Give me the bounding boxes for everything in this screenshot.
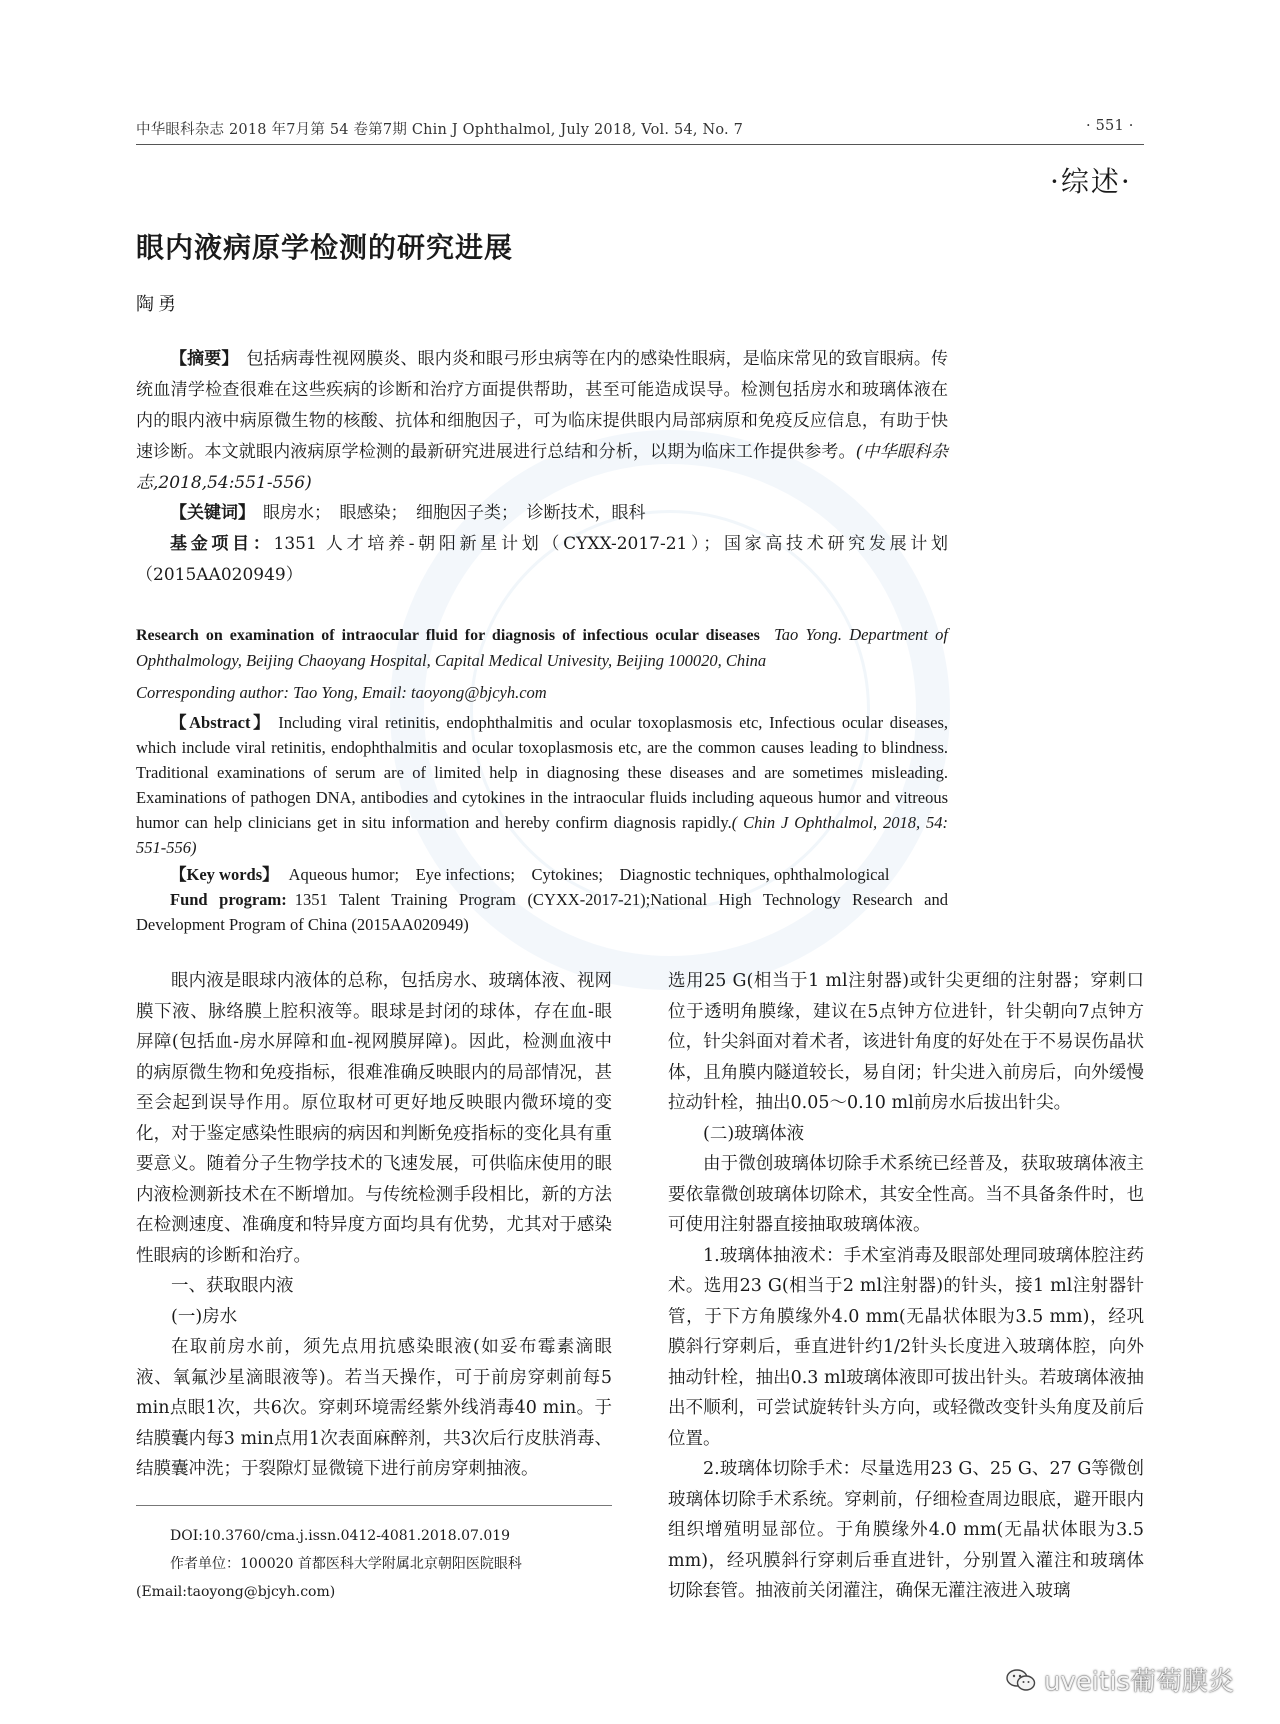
zh-keywords-label: 【关键词】 xyxy=(170,503,255,523)
footnote-email: (Email:taoyong@bjcyh.com) xyxy=(136,1584,336,1600)
wechat-watermark xyxy=(1006,1661,1234,1698)
zh-fund xyxy=(136,529,948,591)
left-heading-2: (一)房水 xyxy=(171,1306,238,1327)
zh-abstract-label: 【摘要】 xyxy=(170,349,239,369)
zh-abstract-text: 包括病毒性视网膜炎、眼内炎和眼弓形虫病等在内的感染性眼病，是临床常见的致盲眼病。传统血清学检查很难在这些疾病的诊断和治疗方面提供帮助，甚至可能造成误导。检测包括房水和玻璃体液在内的眼内液中病原微生物的核酸、抗体和细胞因子，可为临床提供眼内局部病原和免疫反应信息，有助于快速诊断。本文就眼内液病原学检测的最新研究进展进行总结和分析，以期为临床工作提供参考。 xyxy=(136,349,949,462)
en-abstract xyxy=(136,710,948,860)
zh-keywords xyxy=(136,498,948,529)
journal-header: 中华眼科杂志 2018 年7月第 54 卷第7期 Chin J Ophthalmol, July 2018, Vol. 54, No. 7 xyxy=(136,122,744,138)
footnote xyxy=(136,1522,612,1606)
en-fund-label: Fund program: xyxy=(170,890,287,909)
author: 陶勇 xyxy=(136,294,180,315)
zh-fund-label: 基金项目： xyxy=(170,534,274,554)
en-fund xyxy=(136,887,948,937)
right-paragraph-3: 1.玻璃体抽液术：手术室消毒及眼部处理同玻璃体腔注药术。选用23 G(相当于2 ml注射器)的针头，接1 ml注射器针管，于下方角膜缘外4.0 mm(无晶状体眼为3.5 mm)，经巩膜斜行穿刺后，垂直进针约1/2针头长度进入玻璃体腔，向外抽动针栓，抽出0.3 ml玻璃体液即可拔出针头。若玻璃体液抽出不顺利，可尝试旋转针头方向，或轻微改变针头角度及前后位置。 xyxy=(668,1245,1144,1449)
en-affiliation: Department of Ophthalmology, Beijing Chaoyang Hospital, Capital Medical Univesity, Beijing 100020, China xyxy=(136,625,949,670)
en-keywords-label: 【Key words】 xyxy=(170,865,279,884)
right-heading-1: (二)玻璃体液 xyxy=(703,1123,805,1144)
en-keywords xyxy=(136,862,948,887)
left-column xyxy=(136,966,612,1485)
left-paragraph-2: 在取前房水前，须先点用抗感染眼液(如妥布霉素滴眼液、氧氟沙星滴眼液等)。若当天操作，可于前房穿刺前每5 min点眼1次，共6次。穿刺环境需经紫外线消毒40 min。于结膜囊内每3 min点用1次表面麻醉剂，共3次后行皮肤消毒、结膜囊冲洗；于裂隙灯显微镜下进行前房穿刺抽液。 xyxy=(136,1337,612,1479)
zh-abstract xyxy=(136,344,948,499)
footnote-unit: 作者单位：100020 首都医科大学附属北京朝阳医院眼科 xyxy=(170,1556,522,1572)
en-author: Tao Yong. xyxy=(774,625,843,644)
en-abstract-text: Including viral retinitis, endophthalmitis and ocular toxoplasmosis etc, Infectious ocular diseases, which include viral retinitis, endophthalmitis and ocular toxoplasmosis etc, are the common causes leading to blindness. Traditional examinations of serum are of limited help in diagnosing these diseases and are sometimes misleading. Examinations of pathogen DNA, antibodies and cytokines in the intraocular fluids including aqueous humor and vitreous humor can help clinicians get in situ information and hereby confirm diagnosis rapidly. xyxy=(136,713,948,832)
right-column xyxy=(668,966,1144,1607)
section-label: ·综述· xyxy=(1050,165,1132,198)
en-abstract-label: 【Abstract】 xyxy=(170,713,273,732)
article-title: 眼内液病原学检测的研究进展 xyxy=(136,231,514,264)
header-rule xyxy=(136,144,1144,145)
left-paragraph-1: 眼内液是眼球内液体的总称，包括房水、玻璃体液、视网膜下液、脉络膜上腔积液等。眼球是封闭的球体，存在血-眼屏障(包括血-房水屏障和血-视网膜屏障)。因此，检测血液中的病原微生物和免疫指标，很难准确反映眼内的局部情况，甚至会起到误导作用。原位取材可更好地反映眼内微环境的变化，对于鉴定感染性眼病的病因和判断免疫指标的变化具有重要意义。随着分子生物学技术的飞速发展，可供临床使用的眼内液检测新技术在不断增加。与传统检测手段相比，新的方法在检测速度、准确度和特异度方面均具有优势，尤其对于感染性眼病的诊断和治疗。 xyxy=(136,971,612,1266)
right-paragraph-1: 选用25 G(相当于1 ml注射器)或针尖更细的注射器；穿刺口位于透明角膜缘，建议在5点钟方位进针，针尖朝向7点钟方位，针尖斜面对着术者，该进针角度的好处在于不易误伤晶状体，且角膜内隧道较长，易自闭；针尖进入前房后，向外缓慢拉动针栓，抽出0.05～0.10 ml前房水后拔出针尖。 xyxy=(668,971,1144,1113)
right-paragraph-2: 由于微创玻璃体切除手术系统已经普及，获取玻璃体液主要依靠微创玻璃体切除术，其安全性高。当不具备条件时，也可使用注射器直接抽取玻璃体液。 xyxy=(668,1154,1144,1235)
footnote-rule xyxy=(136,1505,612,1506)
zh-abstract-citation: (中华眼科杂志,2018,54:551-556) xyxy=(136,442,948,493)
en-keywords-text: Aqueous humor; Eye infections; Cytokines; Diagnostic techniques, ophthalmological xyxy=(288,865,890,884)
en-corresponding: Corresponding author: Tao Yong, Email: taoyong@bjcyh.com xyxy=(136,683,547,702)
zh-keywords-text: 眼房水； 眼感染； 细胞因子类； 诊断技术，眼科 xyxy=(263,503,646,523)
en-abstract-citation: ( Chin J Ophthalmol, 2018, 54: 551-556) xyxy=(136,813,948,857)
wechat-account-name: uveitis葡萄膜炎 xyxy=(1043,1667,1234,1697)
wechat-icon xyxy=(1006,1668,1036,1692)
en-title-line xyxy=(136,622,948,673)
page-number: · 551 · xyxy=(1086,118,1134,134)
en-title: Research on examination of intraocular fluid for diagnosis of infectious ocular diseases xyxy=(136,627,760,644)
right-paragraph-4: 2.玻璃体切除手术：尽量选用23 G、25 G、27 G等微创玻璃体切除手术系统。穿刺前，仔细检查周边眼底，避开眼内组织增殖明显部位。于角膜缘外4.0 mm(无晶状体眼为3.5 mm)，经巩膜斜行穿刺后垂直进针，分别置入灌注和玻璃体切除套管。抽液前关闭灌注，确保无灌注液进入玻璃 xyxy=(668,1459,1144,1601)
en-fund-text: 1351 Talent Training Program (CYXX-2017-21);National High Technology Research and Development Program of China (2015AA020949) xyxy=(136,890,949,934)
footnote-doi: DOI:10.3760/cma.j.issn.0412-4081.2018.07.019 xyxy=(170,1528,511,1544)
left-heading-1: 一、获取眼内液 xyxy=(171,1276,294,1296)
zh-fund-text: 1351 人才培养-朝阳新星计划（CYXX-2017-21）；国家高技术研究发展计划（2015AA020949） xyxy=(136,534,949,585)
